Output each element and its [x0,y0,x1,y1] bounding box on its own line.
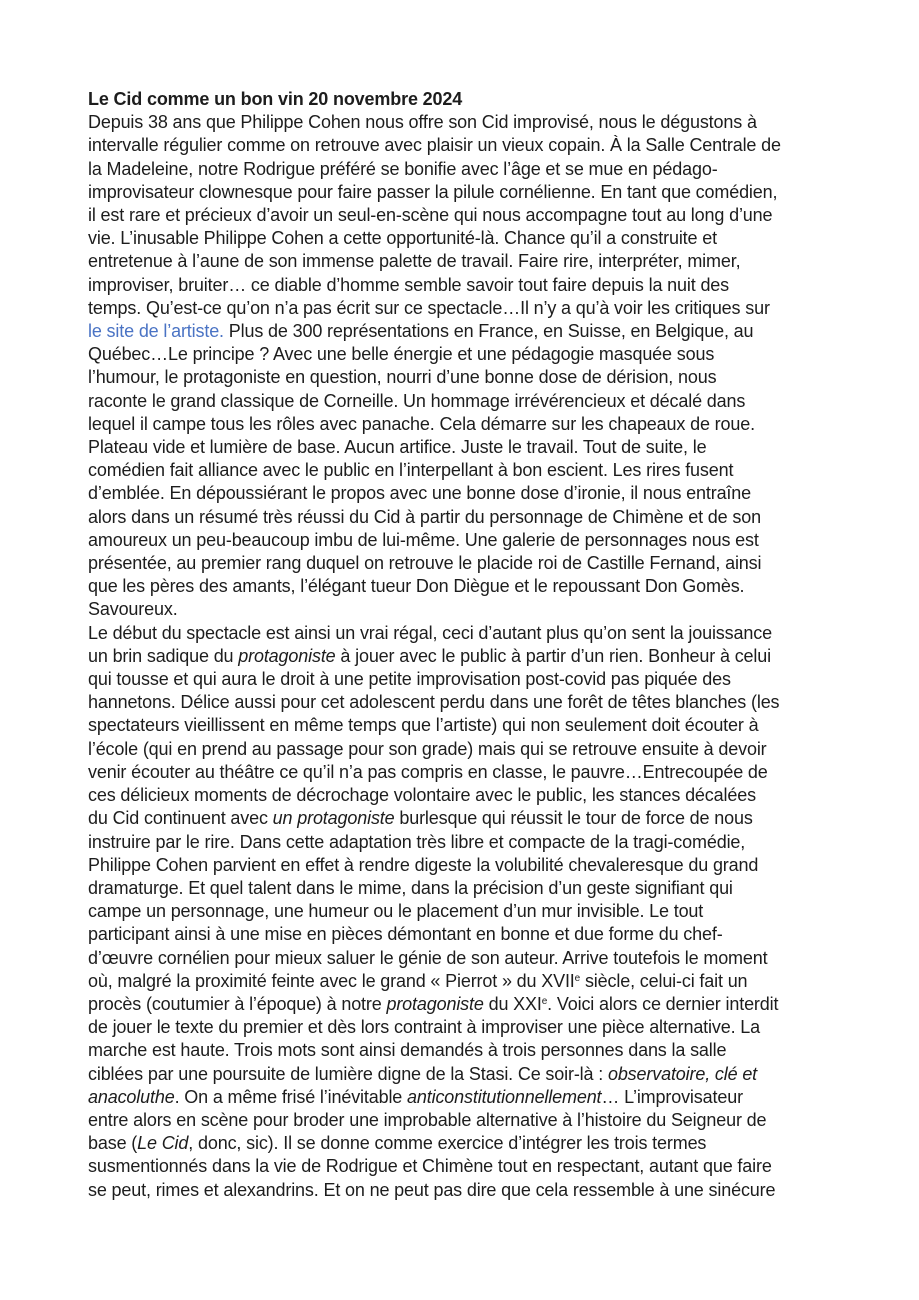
text-run: susmentionnés dans la vie de Rodrigue et Chimène tout en respectant, autant que faire [88,1156,772,1177]
text-line [88,854,848,877]
text-run: comédien fait alliance avec le public en l’interpellant à bon escient. Les rires fusent [88,460,734,481]
text-run: où, malgré la proximité feinte avec le grand « Pierrot » du XVII [88,970,575,991]
text-run: improviser, bruiter… ce diable d’homme semble savoir tout faire depuis la nuit des [88,274,730,295]
text-run: dramaturge. Et quel talent dans le mime, dans la précision d’un geste signifiant qui [88,877,733,898]
text-line [88,413,848,436]
text-line [88,900,848,923]
text-run: Québec…Le principe ? Avec une belle énergie et une pédagogie masquée sous [88,344,715,365]
text-line [88,297,848,320]
text-line [88,923,848,946]
text-run: base ( [88,1133,138,1154]
text-run: hannetons. Délice aussi pour cet adolescent perdu dans une forêt de têtes blanches (les [88,692,780,713]
text-run: Plus de 300 représentations en France, en Suisse, en Belgique, au [223,321,754,342]
text-run: Savoureux. [88,599,178,620]
text-line [88,1039,848,1062]
text-run: instruire par le rire. Dans cette adaptation très libre et compacte de la tragi-comédie, [88,831,746,852]
text-line [88,622,848,645]
text-run: que les pères des amants, l’élégant tueur Don Diègue et le repoussant Don Gomès. [88,576,745,597]
text-run: à jouer avec le public à partir d’un rien. Bonheur à celui [335,645,771,666]
text-run: spectateurs vieillissent en même temps que l’artiste) qui non seulement doit écouter à [88,715,759,736]
text-line [88,181,848,204]
text-run: Le début du spectacle est ainsi un vrai régal, ceci d’autant plus qu’on sent la jouissance [88,622,772,643]
text-line [88,784,848,807]
text-line [88,761,848,784]
article-title: Le Cid comme un bon vin 20 novembre 2024 [88,89,463,109]
text-line [88,970,848,993]
text-line [88,250,848,273]
text-line [88,158,848,181]
text-run: Plateau vide et lumière de base. Aucun artifice. Juste le travail. Tout de suite, le [88,437,707,458]
text-line [88,1086,848,1109]
text-line [88,714,848,737]
text-line [88,1063,848,1086]
paragraph [88,111,848,621]
text-line [88,134,848,157]
text-run: l’école (qui en prend au passage pour son grade) mais qui se retrouve ensuite à devoir [88,738,767,759]
text-run: , donc, sic). Il se donne comme exercice d’intégrer les trois termes [188,1133,707,1154]
text-run: d’emblée. En dépoussiérant le propos avec une bonne dose d’ironie, il nous entraîne [88,483,752,504]
text-run: amoureux un peu-beaucoup imbu de lui-même. Une galerie de personnages nous est [88,529,759,550]
text-line [88,552,848,575]
article-body [88,111,848,1202]
text-line [88,390,848,413]
text-run: présentée, au premier rang duquel on retrouve le placide roi de Castille Fernand, ainsi [88,553,762,574]
text-run: Depuis 38 ans que Philippe Cohen nous offre son Cid improvisé, nous le dégustons à [88,112,757,133]
text-run: alors dans un résumé très réussi du Cid à partir du personnage de Chimène et de son [88,506,761,527]
text-line [88,343,848,366]
text-run: . On a même frisé l’inévitable [174,1086,408,1107]
text-run: campe un personnage, une humeur ou le placement d’un mur invisible. Le tout [88,901,704,922]
text-run: se peut, rimes et alexandrins. Et on ne peut pas dire que cela ressemble à une sinécure [88,1179,776,1200]
text-line [88,668,848,691]
text-run: raconte le grand classique de Corneille. Un hommage irrévérencieux et décalé dans [88,390,746,411]
text-line [88,877,848,900]
text-run: entre alors en scène pour broder une improbable alternative à l’histoire du Seigneur de [88,1109,767,1130]
text-line [88,831,848,854]
article [88,88,848,1202]
text-line [88,1132,848,1155]
text-line [88,436,848,459]
text-line [88,459,848,482]
text-line [88,807,848,830]
text-run: la Madeleine, notre Rodrigue préféré se bonifie avec l’âge et se mue en pédago- [88,158,718,179]
text-run: d’œuvre cornélien pour mieux saluer le génie de son auteur. Arrive toutefois le moment [88,947,768,968]
text-run: procès (coutumier à l’époque) à notre [88,993,387,1014]
text-run: improvisateur clownesque pour faire passer la pilule cornélienne. En tant que comédien, [88,181,778,202]
text-run: marche est haute. Trois mots sont ainsi demandés à trois personnes dans la salle [88,1040,727,1061]
text-run: temps. Qu’est-ce qu’on n’a pas écrit sur ce spectacle…Il n’y a qu’à voir les critiques sur [88,297,770,318]
text-run: venir écouter au théâtre ce qu’il n’a pas compris en classe, le pauvre…Entrecoupée de [88,761,768,782]
text-line [88,645,848,668]
text-run: du Cid continuent avec [88,808,273,829]
text-run: siècle, celui-ci fait un [580,970,748,991]
text-line [88,111,848,134]
text-run: vie. L’inusable Philippe Cohen a cette opportunité-là. Chance qu’il a construite et [88,228,717,249]
italic-text: un protagoniste [272,808,395,829]
text-run: lequel il campe tous les rôles avec panache. Cela démarre sur les chapeaux de roue. [88,413,755,434]
text-line [88,598,848,621]
text-run: de jouer le texte du premier et dès lors contraint à improviser une pièce alternative. La [88,1017,761,1038]
text-run: il est rare et précieux d’avoir un seul-en-scène qui nous accompagne tout au long d’une [88,205,773,226]
text-line [88,575,848,598]
text-line [88,204,848,227]
text-run: ces délicieux moments de décrochage volontaire avec le public, les stances décalées [88,785,756,806]
text-run: intervalle régulier comme on retrouve avec plaisir un vieux copain. À la Salle Centrale de [88,135,781,156]
text-line [88,320,848,343]
superscript: e [574,972,581,984]
text-run: qui tousse et qui aura le droit à une petite improvisation post-covid pas piquée des [88,669,731,690]
text-line [88,691,848,714]
text-run: ciblées par une poursuite de lumière digne de la Stasi. Ce soir-là : [88,1063,608,1084]
text-run: participant ainsi à une mise en pièces démontant en bonne et due forme du chef- [88,924,723,945]
text-line [88,1179,848,1202]
italic-text: anticonstitutionnellement [407,1086,602,1107]
text-run: Philippe Cohen parvient en effet à rendre digeste la volubilité chevaleresque du grand [88,854,759,875]
text-line [88,738,848,761]
text-line [88,1109,848,1132]
text-run: . Voici alors ce dernier interdit [547,993,779,1014]
text-run: un brin sadique du [88,645,239,666]
text-line [88,506,848,529]
italic-text: observatoire, clé et [607,1063,758,1084]
text-run: du XXI [483,993,542,1014]
italic-text: protagoniste [386,993,484,1014]
text-line [88,482,848,505]
text-line [88,274,848,297]
text-run: entretenue à l’aune de son immense palette de travail. Faire rire, interpréter, mimer, [88,251,741,272]
text-line [88,227,848,250]
text-line [88,1155,848,1178]
text-line [88,1016,848,1039]
paragraph [88,622,848,1202]
italic-text: protagoniste [238,645,336,666]
italic-text: Le Cid [137,1133,189,1154]
text-run: … L’improvisateur [601,1086,743,1107]
text-line [88,993,848,1016]
text-line [88,529,848,552]
text-run: burlesque qui réussit le tour de force de nous [394,808,753,829]
text-line [88,947,848,970]
text-line [88,366,848,389]
superscript: e [541,995,548,1007]
text-run: l’humour, le protagoniste en question, nourri d’une bonne dose de dérision, nous [88,367,717,388]
artist-site-link[interactable]: le site de l’artiste. [88,321,224,342]
italic-text: anacoluthe [88,1086,175,1107]
